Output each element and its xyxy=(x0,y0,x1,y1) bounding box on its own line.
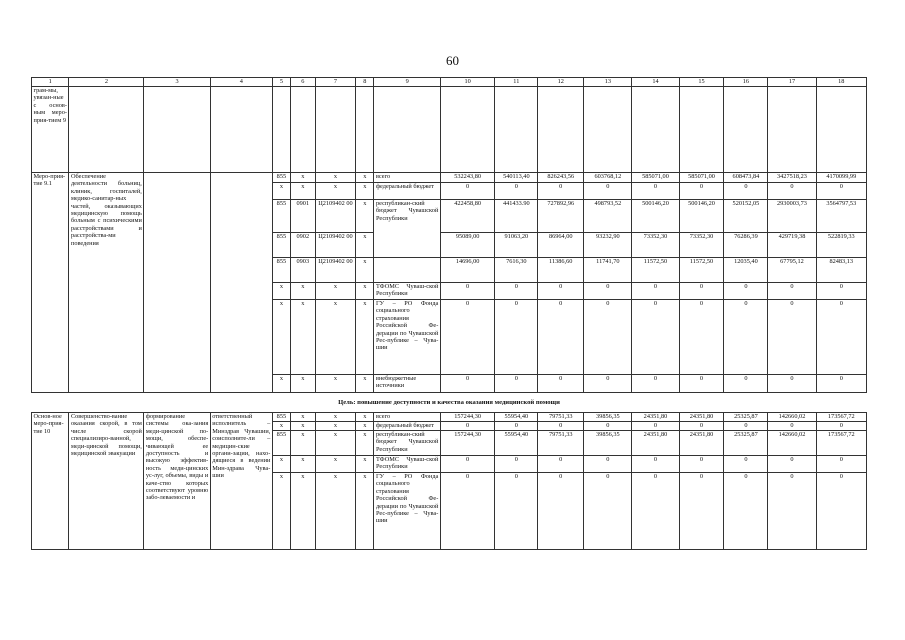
amount-cell: 39856,35 xyxy=(584,431,632,456)
program-name-cell: грам-мы, увязан-ные с основ-ным меро-прия-тием 9 xyxy=(32,87,69,173)
executor-cell xyxy=(210,173,272,393)
amount-cell: 0 xyxy=(495,183,538,200)
amount-cell: 0 xyxy=(584,183,632,200)
amount-cell: 24351,80 xyxy=(632,431,679,456)
amount-cell: 2930003,73 xyxy=(768,200,816,233)
funding-source-cell: республикан-ский бюджет Чувашской Республики xyxy=(374,431,440,456)
funding-source-cell: федеральный бюджет xyxy=(374,183,440,200)
amount-cell: 0 xyxy=(724,456,768,473)
amount-cell: 157244,30 xyxy=(440,413,495,422)
amount-cell: 4170099,99 xyxy=(816,173,866,183)
amount-cell: 79751,33 xyxy=(538,431,584,456)
section-code-cell: x xyxy=(291,173,316,183)
amount-cell: 0 xyxy=(538,473,584,550)
grbs-code-cell: 855 xyxy=(272,200,290,233)
amount-cell: 0 xyxy=(584,456,632,473)
amount-cell: 11741,70 xyxy=(584,258,632,283)
amount-cell: 0 xyxy=(538,300,584,375)
section-code-cell: 0903 xyxy=(291,258,316,283)
amount-cell: 0 xyxy=(679,375,724,393)
target-article-cell: x xyxy=(315,283,356,300)
amount-cell: 532243,80 xyxy=(440,173,495,183)
amount-cell: 24351,80 xyxy=(632,413,679,422)
column-header: 17 xyxy=(768,78,816,87)
amount-cell: 0 xyxy=(768,456,816,473)
amount-cell: 0 xyxy=(538,183,584,200)
funding-source-cell: ТФОМС Чуваш-ской Республики xyxy=(374,456,440,473)
amount-cell: 0 xyxy=(768,375,816,393)
amount-cell: 0 xyxy=(632,456,679,473)
column-header: 4 xyxy=(210,78,272,87)
activity-number-cell: Меро-прия-тие 9.1 xyxy=(32,173,69,393)
grbs-code-cell: x xyxy=(272,300,290,375)
column-header: 14 xyxy=(632,78,679,87)
expense-type-cell: x xyxy=(356,431,374,456)
amount-cell: 0 xyxy=(632,375,679,393)
target-article-cell: x xyxy=(315,173,356,183)
goal-heading: Цель: повышение доступности и качества оказания медицинской помощи xyxy=(32,393,867,413)
empty-cell xyxy=(69,87,144,173)
amount-cell: 86964,00 xyxy=(538,233,584,258)
target-article-cell: Ц2109402 00 xyxy=(315,233,356,258)
amount-cell: 603768,12 xyxy=(584,173,632,183)
amount-cell: 67795,12 xyxy=(768,258,816,283)
table-body xyxy=(32,78,867,550)
amount-cell: 0 xyxy=(768,183,816,200)
empty-cell xyxy=(584,87,632,173)
amount-cell: 0 xyxy=(724,473,768,550)
amount-cell: 0 xyxy=(724,375,768,393)
amount-cell: 173567,72 xyxy=(816,431,866,456)
amount-cell: 0 xyxy=(440,300,495,375)
amount-cell: 11386,60 xyxy=(538,258,584,283)
section-code-cell: x xyxy=(291,431,316,456)
goal-row xyxy=(32,393,867,413)
amount-cell: 11572,50 xyxy=(679,258,724,283)
expense-type-cell: x xyxy=(356,375,374,393)
empty-cell xyxy=(768,87,816,173)
expense-type-cell: x xyxy=(356,473,374,550)
expense-type-cell: x xyxy=(356,258,374,283)
amount-cell: 0 xyxy=(495,375,538,393)
amount-cell: 157244,30 xyxy=(440,431,495,456)
amount-cell: 0 xyxy=(495,422,538,431)
section-code-cell: x xyxy=(291,456,316,473)
amount-cell: 0 xyxy=(768,422,816,431)
empty-cell xyxy=(210,87,272,173)
section-code-cell: x xyxy=(291,473,316,550)
expected-result-cell: формирование системы ока-зания меди-цинской по-мощи, обеспе-чивающей ее доступность и высокую эффектив-ность меди-цинских ус-луг, объемы, виды и каче-ство которых соответствуют уровню забо-леваемости и xyxy=(144,413,210,550)
expense-type-cell: x xyxy=(356,183,374,200)
grbs-code-cell: 855 xyxy=(272,258,290,283)
amount-cell: 0 xyxy=(584,375,632,393)
amount-cell: 0 xyxy=(679,300,724,375)
amount-cell: 429719,38 xyxy=(768,233,816,258)
amount-cell: 0 xyxy=(584,473,632,550)
amount-cell: 826243,56 xyxy=(538,173,584,183)
budget-table xyxy=(31,77,867,550)
amount-cell: 142660,02 xyxy=(768,413,816,422)
amount-cell: 0 xyxy=(679,283,724,300)
amount-cell: 540113,40 xyxy=(495,173,538,183)
empty-cell xyxy=(144,87,210,173)
column-header: 9 xyxy=(374,78,440,87)
amount-cell: 0 xyxy=(768,283,816,300)
amount-cell: 0 xyxy=(632,473,679,550)
section-code-cell: x xyxy=(291,300,316,375)
grbs-code-cell: x xyxy=(272,183,290,200)
amount-cell: 73352,30 xyxy=(632,233,679,258)
amount-cell: 0 xyxy=(495,283,538,300)
section-code-cell: 0902 xyxy=(291,233,316,258)
empty-cell xyxy=(538,87,584,173)
amount-cell: 14696,00 xyxy=(440,258,495,283)
empty-cell xyxy=(374,87,440,173)
amount-cell: 0 xyxy=(816,300,866,375)
amount-cell: 0 xyxy=(679,473,724,550)
funding-source-cell: ТФОМС Чуваш-ской Республики xyxy=(374,283,440,300)
column-number-row xyxy=(32,78,867,87)
amount-cell: 25325,87 xyxy=(724,431,768,456)
page-number: 60 xyxy=(446,53,459,68)
amount-cell: 0 xyxy=(538,456,584,473)
expense-type-cell: x xyxy=(356,283,374,300)
amount-cell: 142660,02 xyxy=(768,431,816,456)
target-article-cell: Ц2109402 00 xyxy=(315,200,356,233)
activity-name-cell: Совершенство-вание оказания скорой, в том числе скорой специализиро-ванной, меди-цинской помощи, медицинской эвакуации xyxy=(69,413,144,550)
amount-cell: 3564797,53 xyxy=(816,200,866,233)
funding-source-cell: всего xyxy=(374,173,440,183)
expense-type-cell: x xyxy=(356,456,374,473)
expected-result-cell xyxy=(144,173,210,393)
target-article-cell: Ц2109402 00 xyxy=(315,258,356,283)
amount-cell: 73352,30 xyxy=(679,233,724,258)
column-header: 8 xyxy=(356,78,374,87)
column-header: 15 xyxy=(679,78,724,87)
amount-cell: 727892,96 xyxy=(538,200,584,233)
empty-cell xyxy=(495,87,538,173)
empty-cell xyxy=(440,87,495,173)
amount-cell: 0 xyxy=(440,375,495,393)
section-code-cell: x xyxy=(291,413,316,422)
amount-cell: 0 xyxy=(538,283,584,300)
target-article-cell: x xyxy=(315,183,356,200)
amount-cell: 0 xyxy=(495,456,538,473)
column-header: 7 xyxy=(315,78,356,87)
amount-cell: 500146,20 xyxy=(632,200,679,233)
amount-cell: 0 xyxy=(632,283,679,300)
empty-cell xyxy=(816,87,866,173)
grbs-code-cell: 855 xyxy=(272,431,290,456)
funding-source-cell xyxy=(374,258,440,283)
empty-cell xyxy=(272,87,290,173)
amount-cell: 608473,84 xyxy=(724,173,768,183)
amount-cell: 0 xyxy=(816,283,866,300)
amount-cell: 0 xyxy=(584,283,632,300)
column-header: 11 xyxy=(495,78,538,87)
amount-cell: 0 xyxy=(495,473,538,550)
amount-cell: 585071,00 xyxy=(632,173,679,183)
amount-cell: 0 xyxy=(768,300,816,375)
amount-cell: 0 xyxy=(584,422,632,431)
column-header: 5 xyxy=(272,78,290,87)
column-header: 3 xyxy=(144,78,210,87)
grbs-code-cell: x xyxy=(272,422,290,431)
section-code-cell: x xyxy=(291,283,316,300)
section-code-cell: x xyxy=(291,422,316,431)
empty-cell xyxy=(291,87,316,173)
target-article-cell: x xyxy=(315,300,356,375)
empty-cell xyxy=(724,87,768,173)
amount-cell: 79751,33 xyxy=(538,413,584,422)
grbs-code-cell: x xyxy=(272,283,290,300)
column-header: 1 xyxy=(32,78,69,87)
target-article-cell: x xyxy=(315,375,356,393)
activity-number-cell: Основ-ное меро-прия-тие 10 xyxy=(32,413,69,550)
table-row xyxy=(32,413,867,422)
section-code-cell: 0901 xyxy=(291,200,316,233)
target-article-cell: x xyxy=(315,413,356,422)
amount-cell: 95089,00 xyxy=(440,233,495,258)
amount-cell: 91063,20 xyxy=(495,233,538,258)
amount-cell: 520152,05 xyxy=(724,200,768,233)
amount-cell: 11572,50 xyxy=(632,258,679,283)
amount-cell: 585071,00 xyxy=(679,173,724,183)
amount-cell: 0 xyxy=(632,300,679,375)
amount-cell: 500146,20 xyxy=(679,200,724,233)
amount-cell: 12035,40 xyxy=(724,258,768,283)
column-header: 6 xyxy=(291,78,316,87)
amount-cell: 0 xyxy=(724,422,768,431)
target-article-cell: x xyxy=(315,456,356,473)
amount-cell: 24351,80 xyxy=(679,431,724,456)
table-row xyxy=(32,173,867,183)
amount-cell: 0 xyxy=(440,473,495,550)
column-header: 10 xyxy=(440,78,495,87)
amount-cell: 25325,87 xyxy=(724,413,768,422)
amount-cell: 3427518,23 xyxy=(768,173,816,183)
empty-cell xyxy=(679,87,724,173)
amount-cell: 82483,13 xyxy=(816,258,866,283)
amount-cell: 173567,72 xyxy=(816,413,866,422)
funding-source-cell: ГУ – РО Фонда социального страхования Российской Фе-дерации по Чувашской Рес-публике – Чува-шии xyxy=(374,300,440,375)
expense-type-cell: x xyxy=(356,300,374,375)
amount-cell: 498793,52 xyxy=(584,200,632,233)
amount-cell: 0 xyxy=(724,283,768,300)
amount-cell: 7616,30 xyxy=(495,258,538,283)
amount-cell: 0 xyxy=(584,300,632,375)
funding-source-cell: ГУ – РО Фонда социального страхования Российской Фе-дерации по Чувашской Рес-публике – Чува-шии xyxy=(374,473,440,550)
amount-cell: 55954,40 xyxy=(495,413,538,422)
grbs-code-cell: x xyxy=(272,375,290,393)
activity-name-cell: Обеспечение деятельности больниц, клиник, госпиталей, медико-санитар-ных частей, оказывающих медицинскую помощь больным с психическими расстройствами и расстройства-ми поведения xyxy=(69,173,144,393)
empty-cell xyxy=(315,87,356,173)
amount-cell: 0 xyxy=(816,183,866,200)
amount-cell: 93232,90 xyxy=(584,233,632,258)
amount-cell: 0 xyxy=(768,473,816,550)
grbs-code-cell: x xyxy=(272,456,290,473)
amount-cell: 24351,80 xyxy=(679,413,724,422)
funding-source-cell: федеральный бюджет xyxy=(374,422,440,431)
amount-cell: 0 xyxy=(495,300,538,375)
grbs-code-cell: 855 xyxy=(272,233,290,258)
amount-cell: 0 xyxy=(440,456,495,473)
section-code-cell: x xyxy=(291,375,316,393)
target-article-cell: x xyxy=(315,422,356,431)
amount-cell: 0 xyxy=(440,283,495,300)
amount-cell: 76286,39 xyxy=(724,233,768,258)
column-header: 18 xyxy=(816,78,866,87)
amount-cell: 0 xyxy=(440,183,495,200)
amount-cell: 55954,40 xyxy=(495,431,538,456)
amount-cell: 0 xyxy=(632,183,679,200)
column-header: 16 xyxy=(724,78,768,87)
amount-cell: 0 xyxy=(538,422,584,431)
amount-cell: 0 xyxy=(679,422,724,431)
amount-cell: 441433.90 xyxy=(495,200,538,233)
section-code-cell: x xyxy=(291,183,316,200)
amount-cell: 0 xyxy=(679,456,724,473)
column-header: 13 xyxy=(584,78,632,87)
amount-cell: 0 xyxy=(816,375,866,393)
column-header: 12 xyxy=(538,78,584,87)
amount-cell: 422458,80 xyxy=(440,200,495,233)
expense-type-cell: x xyxy=(356,200,374,233)
empty-cell xyxy=(632,87,679,173)
expense-type-cell: x xyxy=(356,233,374,258)
target-article-cell: x xyxy=(315,431,356,456)
table-row xyxy=(32,87,867,173)
target-article-cell: x xyxy=(315,473,356,550)
column-header: 2 xyxy=(69,78,144,87)
amount-cell: 0 xyxy=(679,183,724,200)
funding-source-cell: внебюджетные источники xyxy=(374,375,440,393)
amount-cell: 39856,35 xyxy=(584,413,632,422)
executor-cell: ответственный исполнитель – Минздрав Чувашии, соисполните-ли – медицин-ские органи-зации, нахо-дящиеся в ведении Мин-здрава Чува-шии xyxy=(210,413,272,550)
grbs-code-cell: 855 xyxy=(272,173,290,183)
expense-type-cell: x xyxy=(356,173,374,183)
expense-type-cell: x xyxy=(356,422,374,431)
grbs-code-cell: 855 xyxy=(272,413,290,422)
empty-cell xyxy=(356,87,374,173)
amount-cell: 0 xyxy=(538,375,584,393)
amount-cell: 0 xyxy=(440,422,495,431)
funding-source-cell: всего xyxy=(374,413,440,422)
amount-cell: 0 xyxy=(724,183,768,200)
expense-type-cell: x xyxy=(356,413,374,422)
amount-cell: 522819,33 xyxy=(816,233,866,258)
amount-cell: 0 xyxy=(816,473,866,550)
amount-cell: 0 xyxy=(724,300,768,375)
grbs-code-cell: x xyxy=(272,473,290,550)
amount-cell: 0 xyxy=(632,422,679,431)
amount-cell: 0 xyxy=(816,422,866,431)
amount-cell: 0 xyxy=(816,456,866,473)
funding-source-cell: республикан-ский бюджет Чувашской Республики xyxy=(374,200,440,258)
